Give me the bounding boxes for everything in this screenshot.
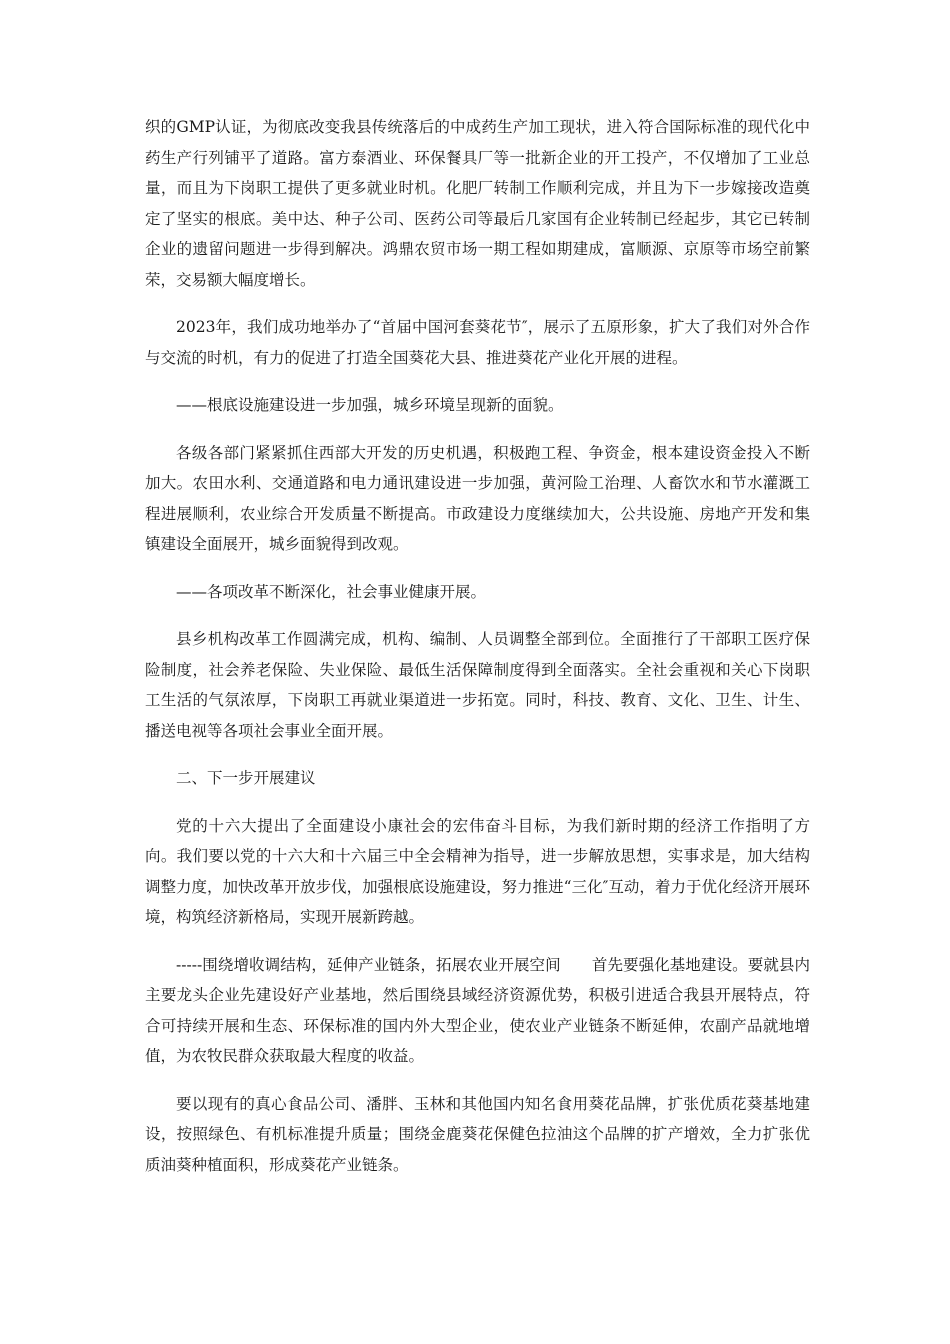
section-heading-next-steps: 二、下一步开展建议: [176, 769, 316, 787]
subheading-reform: ——各项改革不断深化，社会事业健康开展。: [176, 582, 487, 601]
paragraph-reform: 县乡机构改革工作圆满完成，机构、编制、人员调整全部到位。全面推行了干部职工医疗保险制度，社会养老保险、失业保险、最低生活保障制度得到全面落实。全社会重视和关心下岗职工生活的气氛浓厚，下岗职工再就业渠道进一步拓宽。同时，科技、教育、文化、卫生、计生、播送电视等各项社会事业全面开展。: [145, 630, 810, 740]
subheading-infrastructure: ——根底设施建设进一步加强，城乡环境呈现新的面貌。: [176, 396, 564, 414]
paragraph-sixteenth-congress: 党的十六大提出了全面建设小康社会的宏伟奋斗目标，为我们新时期的经济工作指明了方向。我们要以党的十六大和十六届三中全会精神为指导，进一步解放思想，实事求是，加大结构调整力度，加快改革开放步伐，加强根底设施建设，努力推进“三化″互动，着力于优化经济开展环境，构筑经济新格局，实现开展新跨越。: [145, 816, 810, 926]
document-body: [145, 112, 810, 1197]
paragraph-sunflower-festival: 2023年，我们成功地举办了“首届中国河套葵花节″，展示了五原形象，扩大了我们对外合作与交流的时机，有力的促进了打造全国葵花大县、推进葵花产业化开展的进程。: [145, 318, 810, 367]
paragraph-industrial-chain: -----围绕增收调结构，延伸产业链条，拓展农业开展空间 首先要强化基地建设。要就县内主要龙头企业先建设好产业基地，然后围绕县域经济资源优势，积极引进适合我县开展特点，符合可持续开展和生态、环保标准的国内外大型企业，使农业产业链条不断延伸，农副产品就地增值，为农牧民群众获取最大程度的收益。: [145, 955, 810, 1065]
paragraph-sunflower-brands: 要以现有的真心食品公司、潘胖、玉林和其他国内知名食用葵花品牌，扩张优质花葵基地建设，按照绿色、有机标准提升质量；围绕金鹿葵花保健色拉油这个品牌的扩产增效，全力扩张优质油葵种植面积，形成葵花产业链条。: [145, 1094, 810, 1174]
paragraph-gmp-certification: 织的GMP认证，为彻底改变我县传统落后的中成药生产加工现状，进入符合国际标准的现代化中药生产行列铺平了道路。富方泰酒业、环保餐具厂等一批新企业的开工投产，不仅增加了工业总量，而且为下岗职工提供了更多就业时机。化肥厂转制工作顺利完成，并且为下一步嫁接改造奠定了坚实的根底。美中达、种子公司、医药公司等最后几家国有企业转制已经起步，其它已转制企业的遗留问题进一步得到解决。鸿鼎农贸市场一期工程如期建成，富顺源、京原等市场空前繁荣，交易额大幅度增长。: [145, 118, 810, 289]
paragraph-infrastructure: 各级各部门紧紧抓住西部大开发的历史机遇，积极跑工程、争资金，根本建设资金投入不断加大。农田水利、交通道路和电力通讯建设进一步加强，黄河险工治理、人畜饮水和节水灌溉工程进展顺利，农业综合开发质量不断提高。市政建设力度继续加大，公共设施、房地产开发和集镇建设全面展开，城乡面貌得到改观。: [145, 443, 810, 553]
